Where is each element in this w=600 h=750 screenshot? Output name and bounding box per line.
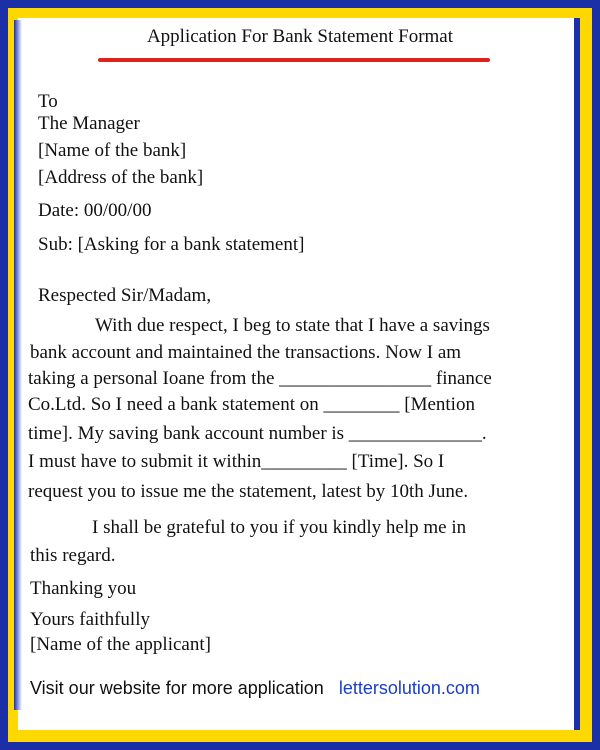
body-line: I must have to submit it within_________ [Time]. So I bbox=[28, 451, 445, 472]
body-line: request you to issue me the statement, latest by 10th June. bbox=[28, 481, 469, 502]
body-line: this regard. bbox=[30, 545, 116, 566]
website-link[interactable]: lettersolution.com bbox=[338, 678, 480, 698]
body-line: bank account and maintained the transactions. Now I am bbox=[30, 342, 462, 363]
body-line: Co.Ltd. So I need a bank statement on ________ [Mention bbox=[28, 394, 475, 415]
address-to: To bbox=[38, 91, 58, 112]
address-bank-address: [Address of the bank] bbox=[38, 167, 204, 188]
address-bank-name: [Name of the bank] bbox=[38, 140, 187, 161]
body-line: time]. My saving bank account number is ______________. bbox=[28, 423, 487, 444]
footer-text: Visit our website for more application bbox=[30, 678, 324, 698]
page-title: Application For Bank Statement Format bbox=[146, 26, 454, 47]
closing-thanks: Thanking you bbox=[30, 578, 137, 599]
closing-sign-off: Yours faithfully bbox=[30, 609, 150, 630]
address-recipient: The Manager bbox=[38, 113, 140, 134]
salutation: Respected Sir/Madam, bbox=[38, 285, 212, 306]
letter-date: Date: 00/00/00 bbox=[38, 200, 152, 221]
letter-subject: Sub: [Asking for a bank statement] bbox=[38, 234, 305, 255]
body-line: taking a personal Ioane from the ________________ finance bbox=[28, 368, 492, 389]
footer bbox=[30, 678, 480, 699]
body-line: With due respect, I beg to state that I have a savings bbox=[95, 315, 490, 336]
paper-edge bbox=[14, 20, 22, 710]
applicant-name: [Name of the applicant] bbox=[30, 634, 211, 655]
body-line: I shall be grateful to you if you kindly help me in bbox=[92, 517, 467, 538]
title-underline bbox=[98, 58, 490, 62]
